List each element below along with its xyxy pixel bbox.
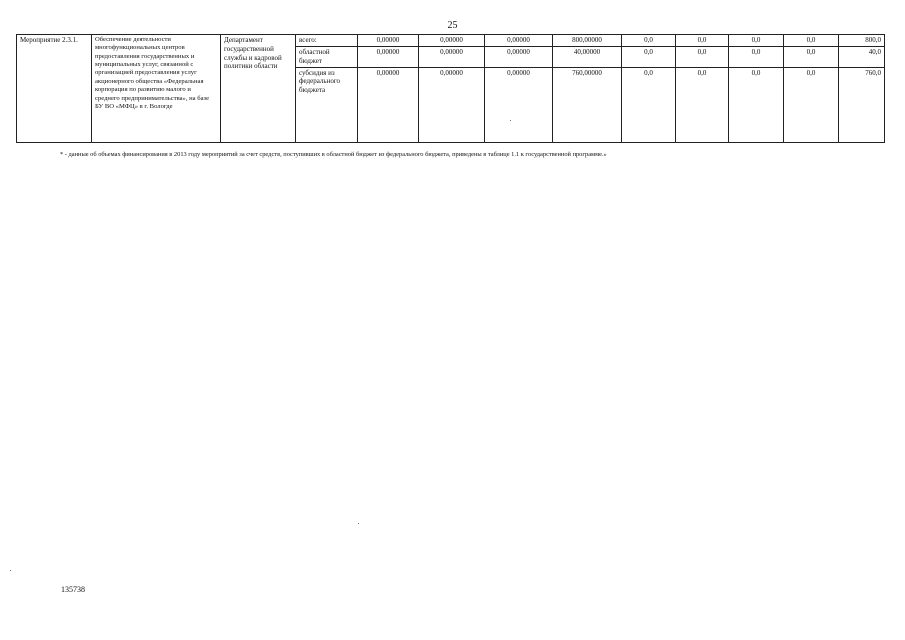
- value-cell: 0,0: [784, 35, 839, 47]
- value-cell: 0,0: [676, 47, 729, 68]
- value-cell: 0,0: [676, 35, 729, 47]
- source-cell: субсидия из федерального бюджета: [296, 67, 358, 142]
- value-cell: 800,00000: [553, 35, 622, 47]
- executor-cell: Департамент государственной службы и кадровой политики области: [221, 35, 296, 143]
- value-cell: 0,0: [622, 67, 676, 142]
- source-cell: областной бюджет: [296, 47, 358, 68]
- measure-description-cell: Обеспечение деятельности многофункциональных центров предоставления государственных и муниципальных услуг, связанной с организацией предоставления услуг акционерного общества «Федеральная корпорация по развитию малого и среднего предпринимательства», на базе БУ ВО «МФЦ» в г. Вологде: [92, 35, 221, 143]
- value-cell: 0,00000: [485, 35, 553, 47]
- value-cell: 0,00000: [358, 35, 419, 47]
- document-code: 135738: [61, 585, 85, 594]
- value-cell: 0,0: [729, 67, 784, 142]
- value-cell: 760,00000: [553, 67, 622, 142]
- value-cell: 0,0: [676, 67, 729, 142]
- scan-speck: [510, 120, 511, 121]
- value-cell: 0,00000: [419, 35, 485, 47]
- value-cell: 0,0: [784, 67, 839, 142]
- total-value-cell: 40,0: [839, 47, 885, 68]
- scan-speck: [10, 570, 11, 571]
- value-cell: 0,00000: [358, 47, 419, 68]
- value-cell: 40,00000: [553, 47, 622, 68]
- value-cell: 0,0: [622, 47, 676, 68]
- total-value-cell: 800,0: [839, 35, 885, 47]
- table-row: [17, 35, 885, 47]
- total-value-cell: 760,0: [839, 67, 885, 142]
- value-cell: 0,0: [729, 35, 784, 47]
- scan-speck: [358, 523, 359, 524]
- value-cell: 0,00000: [419, 67, 485, 142]
- footnote: * - данные об объемах финансирования в 2013 году мероприятий за счет средств, поступивших в областной бюджет из федерального бюджета, приведены в таблице 1.1 к государственной программе.»: [60, 151, 607, 158]
- funding-table: [16, 34, 885, 143]
- value-cell: 0,00000: [485, 67, 553, 142]
- value-cell: 0,0: [784, 47, 839, 68]
- value-cell: 0,0: [622, 35, 676, 47]
- value-cell: 0,0: [729, 47, 784, 68]
- value-cell: 0,00000: [419, 47, 485, 68]
- value-cell: 0,00000: [358, 67, 419, 142]
- source-cell: всего:: [296, 35, 358, 47]
- page-number: 25: [447, 20, 458, 31]
- value-cell: 0,00000: [485, 47, 553, 68]
- measure-name-cell: Мероприятие 2.3.1.: [17, 35, 92, 143]
